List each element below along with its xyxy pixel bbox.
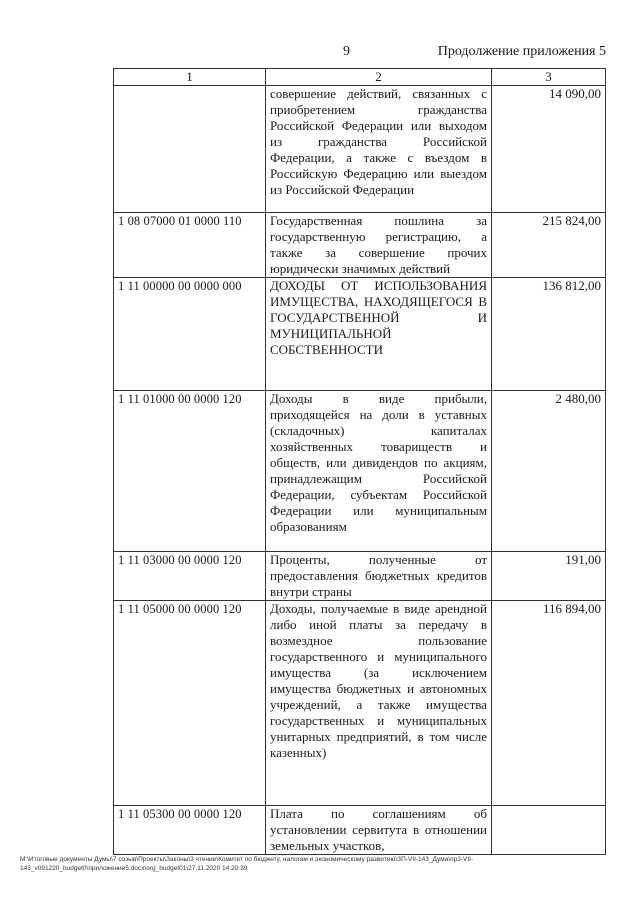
table-row: [114, 86, 606, 213]
row-amount: 116 894,00: [492, 601, 606, 806]
row-amount: [492, 806, 606, 855]
table-row: [114, 601, 606, 806]
row-amount: 191,00: [492, 552, 606, 601]
row-code: 1 11 00000 00 0000 000: [114, 278, 266, 391]
row-code: [114, 86, 266, 213]
table-row: [114, 213, 606, 278]
row-code: 1 11 03000 00 0000 120: [114, 552, 266, 601]
column-header-2: 2: [266, 69, 492, 86]
column-header-1: 1: [114, 69, 266, 86]
row-description: ДОХОДЫ ОТ ИСПОЛЬЗОВАНИЯ ИМУЩЕСТВА, НАХОДЯЩЕГОСЯ В ГОСУДАРСТВЕННОЙ И МУНИЦИПАЛЬНОЙ СОБСТВЕННОСТИ: [266, 278, 492, 391]
table-header-row: [114, 69, 606, 86]
row-amount: 136 812,00: [492, 278, 606, 391]
row-amount: 2 480,00: [492, 391, 606, 552]
continuation-label: Продолжение приложения 5: [437, 44, 606, 59]
row-code: 1 11 05000 00 0000 120: [114, 601, 266, 806]
column-header-3: 3: [492, 69, 606, 86]
row-code: 1 11 05300 00 0000 120: [114, 806, 266, 855]
row-description: совершение действий, связанных с приобретением гражданства Российской Федерации или выходом из гражданства Российской Федерации, а также с въездом в Российскую Федерацию или выездом из Российской Федерации: [266, 86, 492, 213]
row-amount: 14 090,00: [492, 86, 606, 213]
table-row: [114, 806, 606, 855]
row-description: Проценты, полученные от предоставления бюджетных кредитов внутри страны: [266, 552, 492, 601]
row-description: Доходы в виде прибыли, приходящейся на доли в уставных (складочных) капиталах хозяйственных товариществ и обществ, или дивидендов по акциям, принадлежащим Российской Федерации, субъектам Российской Федерации или муниципальным образованиям: [266, 391, 492, 552]
row-amount: 215 824,00: [492, 213, 606, 278]
page-number: 9: [343, 44, 350, 59]
table-row: [114, 278, 606, 391]
row-code: 1 11 01000 00 0000 120: [114, 391, 266, 552]
row-description: Государственная пошлина за государственную регистрацию, а также за совершение прочих юридически значимых действий: [266, 213, 492, 278]
document-path-footer: M:\Итоговые документы Думы\7 созыв\Проекты\Законы\3 чтение\Комитет по бюджету, налогам и экономическому развитию\ЗП-VII-143_Дума\пр3-VII-143_v091220_budget0\приложение5.docx\org_budget01\27.11.2020 14:20:39: [20, 856, 474, 872]
row-code: 1 08 07000 01 0000 110: [114, 213, 266, 278]
row-description: Плата по соглашениям об установлении сервитута в отношении земельных участков,: [266, 806, 492, 855]
row-description: Доходы, получаемые в виде арендной либо иной платы за передачу в возмездное пользование государственного и муниципального имущества (за исключением имущества бюджетных и автономных учреждений, а также имущества государственных и муниципальных унитарных предприятий, в том числе казенных): [266, 601, 492, 806]
table-row: [114, 391, 606, 552]
table-row: [114, 552, 606, 601]
budget-table: [113, 68, 606, 855]
